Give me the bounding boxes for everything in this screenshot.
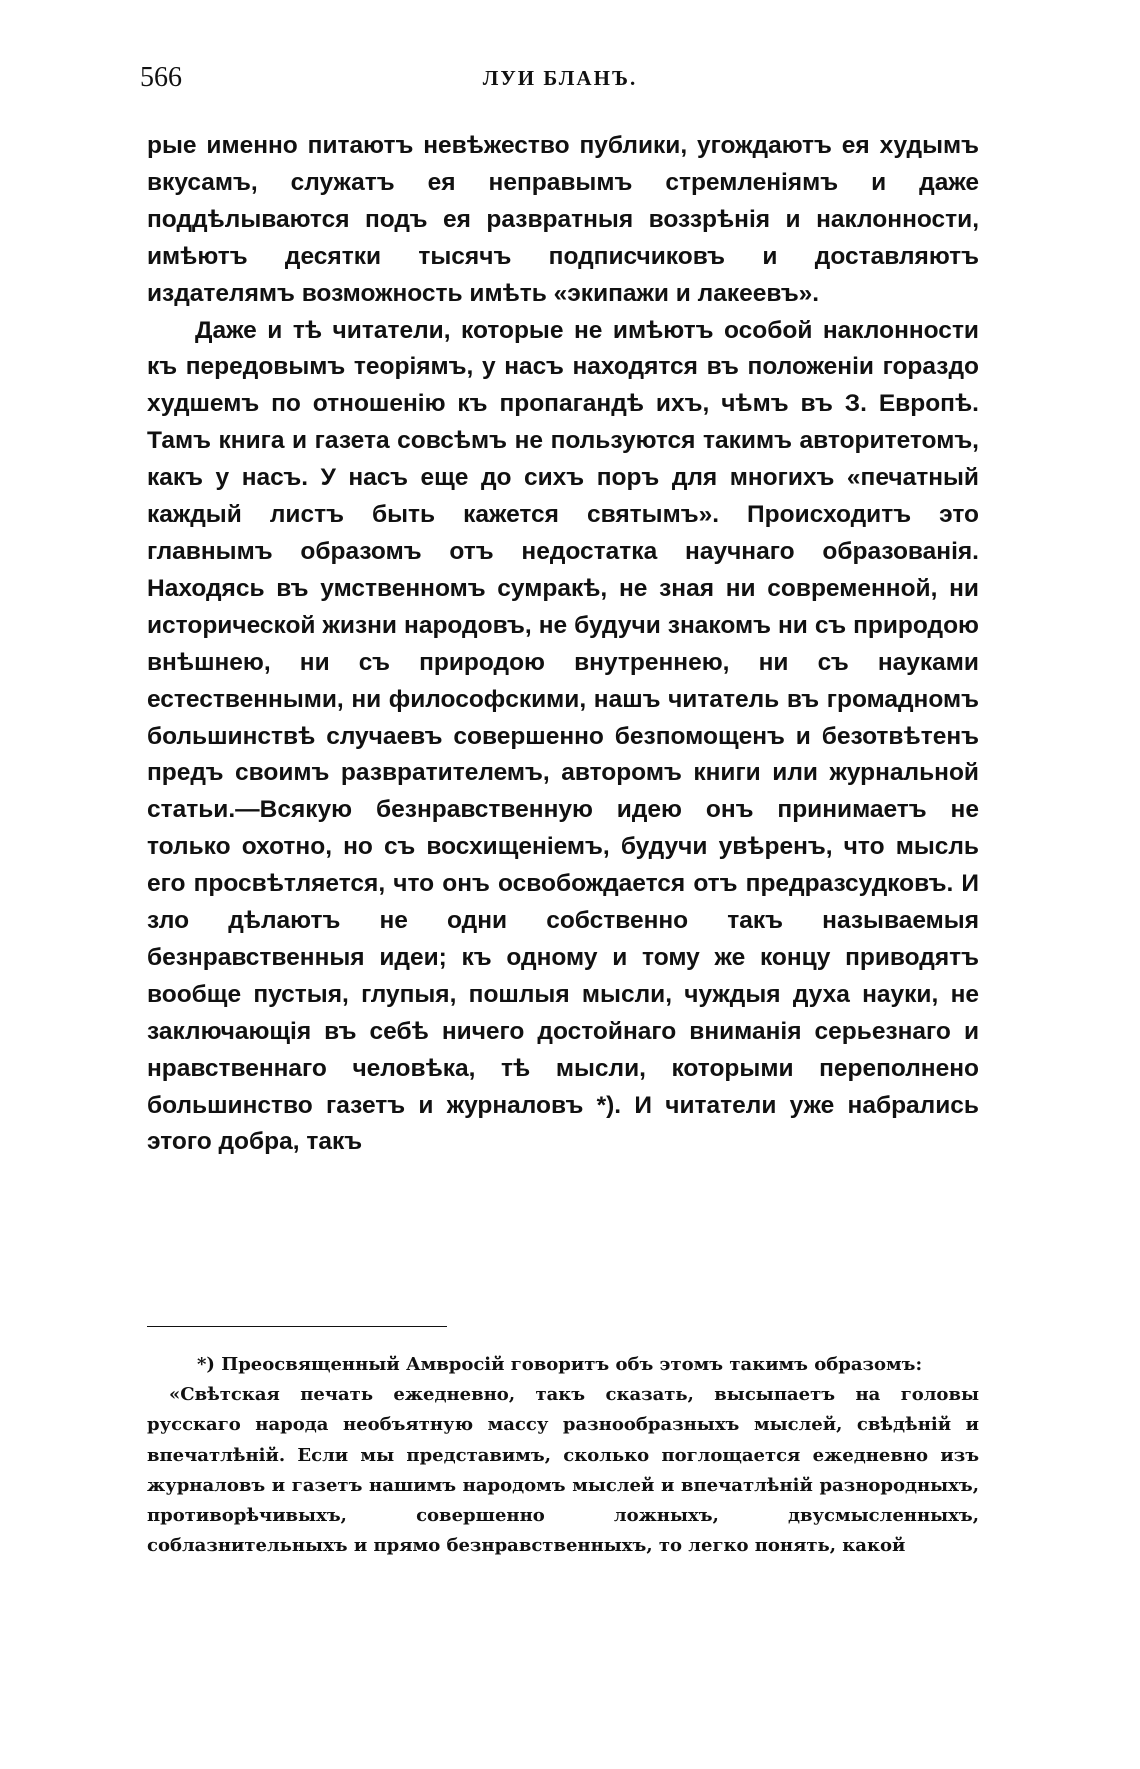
footnote-line: «Свѣтская печать ежедневно, такъ сказать, высыпаетъ на головы русскаго народа необъятную массу разнообразныхъ мыслей, свѣдѣній и впечатлѣній. Если мы представимъ, сколько поглощается ежедневно изъ журналовъ и газетъ нашимъ народомъ мыслей и впечатлѣній разнородныхъ, противорѣчивыхъ, совершенно ложныхъ, двусмысленныхъ, соблазнительныхъ и прямо безнравственныхъ, то легко понять, какой [147,1384,979,1557]
footnote-line: *) Преосвященный Амвросій говоритъ объ этомъ такимъ образомъ: [197,1354,923,1375]
page-number: 566 [140,62,182,93]
paragraph: рые именно питаютъ невѣжество публики, угождаютъ ея худымъ вкусамъ, служатъ ея неправымъ стремленіямъ и даже поддѣлываются подъ ея развратныя воззрѣнія и наклонности, имѣютъ десятки тысячъ подписчиковъ и доставляютъ издателямъ возможность имѣть «экипажи и лакеевъ». [147,132,979,307]
main-text [147,128,979,1161]
page-header [140,62,980,102]
paragraph: Даже и тѣ читатели, которые не имѣютъ особой наклонности къ передовымъ теоріямъ, у насъ находятся въ положеніи гораздо худшемъ по отношенію къ пропагандѣ ихъ, чѣмъ въ З. Европѣ. Тамъ книга и газета совсѣмъ не пользуются такимъ авторитетомъ, какъ у насъ. У насъ еще до сихъ поръ для многихъ «печатный каждый листъ быть кажется святымъ». Происходитъ это главнымъ образомъ отъ недостатка научнаго образованія. Находясь въ умственномъ сумракѣ, не зная ни современной, ни исторической жизни народовъ, не будучи знакомъ ни съ природою внѣшнею, ни съ природою внутреннею, ни съ науками естественными, ни философскими, нашъ читатель въ громадномъ большинствѣ случаевъ совершенно безпомощенъ и безотвѣтенъ предъ своимъ развратителемъ, авторомъ книги или журнальной статьи.—Всякую безнравственную идею онъ принимаетъ не только охотно, но съ восхищеніемъ, будучи увѣренъ, что мысль его просвѣтляется, что онъ освобождается отъ предразсудковъ. И зло дѣлаютъ не одни собственно такъ называемыя безнравственныя идеи; къ одному и тому же концу приводятъ вообще пустыя, глупыя, пошлыя мысли, чуждыя духа науки, не заключающія въ себѣ ничего достойнаго вниманія серьезнаго и нравственнаго человѣка, тѣ мысли, которыми переполнено большинство газетъ и журналовъ *). И читатели уже набрались этого добра, такъ [147,316,979,1156]
footnote-separator [147,1326,447,1327]
footnote [147,1350,979,1561]
running-title: ЛУИ БЛАНЪ. [482,66,638,90]
